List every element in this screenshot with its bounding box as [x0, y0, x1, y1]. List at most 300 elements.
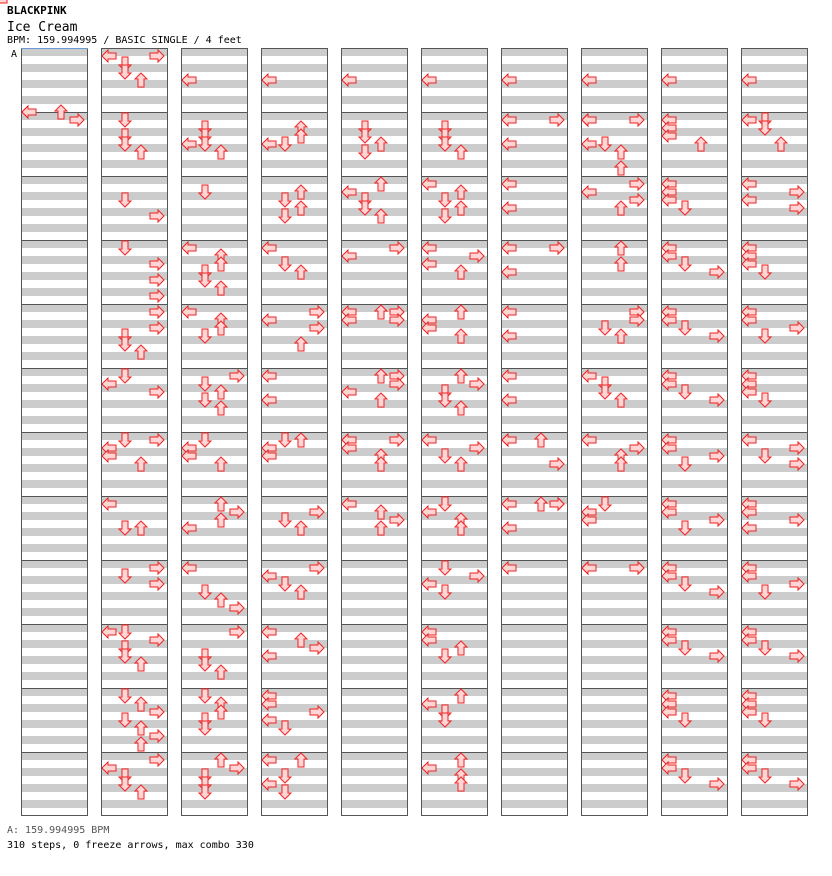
- beat-stripe: [341, 416, 408, 424]
- beat-stripe: [501, 160, 568, 168]
- beat-stripe: [341, 96, 408, 104]
- beat-stripe: [581, 464, 648, 472]
- beat-stripe: [421, 352, 488, 360]
- beat-stripe: [261, 224, 328, 232]
- beat-stripe: [21, 480, 88, 488]
- beat-stripe: [501, 768, 568, 776]
- step-stats: 310 steps, 0 freeze arrows, max combo 330: [7, 840, 254, 851]
- beat-stripe: [741, 336, 808, 344]
- chart-column: [181, 48, 248, 816]
- beat-stripe: [101, 176, 168, 184]
- beat-stripe: [501, 96, 568, 104]
- beat-stripe: [661, 160, 728, 168]
- beat-stripe: [101, 224, 168, 232]
- beat-stripe: [181, 288, 248, 296]
- beat-stripe: [421, 208, 488, 216]
- beat-stripe: [741, 544, 808, 552]
- beat-stripe: [581, 672, 648, 680]
- beat-stripe: [501, 736, 568, 744]
- beat-stripe: [741, 224, 808, 232]
- beat-stripe: [661, 544, 728, 552]
- beat-stripe: [181, 352, 248, 360]
- beat-stripe: [741, 592, 808, 600]
- beat-stripe: [21, 384, 88, 392]
- beat-stripe: [341, 48, 408, 56]
- beat-stripe: [21, 464, 88, 472]
- beat-stripe: [21, 720, 88, 728]
- beat-stripe: [421, 272, 488, 280]
- beat-stripe: [181, 176, 248, 184]
- beat-stripe: [581, 336, 648, 344]
- beat-stripe: [581, 640, 648, 648]
- beat-stripe: [741, 672, 808, 680]
- beat-stripe: [21, 48, 88, 56]
- beat-stripe: [181, 784, 248, 792]
- beat-stripe: [421, 560, 488, 568]
- beat-stripe: [261, 112, 328, 120]
- beat-stripe: [421, 48, 488, 56]
- beat-stripe: [101, 512, 168, 520]
- beat-stripe: [341, 576, 408, 584]
- beat-stripe: [341, 672, 408, 680]
- beat-stripe: [21, 352, 88, 360]
- beat-stripe: [101, 528, 168, 536]
- beat-stripe: [341, 688, 408, 696]
- beat-stripe: [421, 224, 488, 232]
- beat-stripe: [661, 528, 728, 536]
- beat-stripe: [21, 128, 88, 136]
- beat-stripe: [341, 400, 408, 408]
- beat-stripe: [21, 176, 88, 184]
- beat-stripe: [581, 48, 648, 56]
- beat-stripe: [101, 112, 168, 120]
- beat-stripe: [421, 288, 488, 296]
- beat-stripe: [261, 288, 328, 296]
- beat-stripe: [261, 352, 328, 360]
- beat-stripe: [341, 112, 408, 120]
- beat-stripe: [341, 784, 408, 792]
- beat-stripe: [341, 272, 408, 280]
- beat-stripe: [421, 160, 488, 168]
- beat-stripe: [21, 320, 88, 328]
- beat-stripe: [421, 608, 488, 616]
- beat-stripe: [21, 192, 88, 200]
- beat-stripe: [101, 608, 168, 616]
- beat-stripe: [501, 48, 568, 56]
- beat-stripe: [21, 288, 88, 296]
- beat-stripe: [741, 480, 808, 488]
- beat-stripe: [261, 608, 328, 616]
- beat-stripe: [341, 800, 408, 808]
- beat-stripe: [581, 736, 648, 744]
- beat-stripe: [21, 448, 88, 456]
- beat-stripe: [581, 656, 648, 664]
- undefined-arrow-icon: [0, 0, 7, 6]
- beat-stripe: [21, 64, 88, 72]
- beat-stripe: [101, 160, 168, 168]
- beat-stripe: [581, 688, 648, 696]
- beat-stripe: [101, 688, 168, 696]
- beat-stripe: [581, 544, 648, 552]
- beat-stripe: [341, 144, 408, 152]
- beat-stripe: [341, 128, 408, 136]
- beat-stripe: [581, 752, 648, 760]
- beat-stripe: [21, 768, 88, 776]
- beat-stripe: [21, 560, 88, 568]
- beat-stripe: [21, 304, 88, 312]
- beat-stripe: [581, 128, 648, 136]
- beat-stripe: [101, 80, 168, 88]
- beat-stripe: [261, 544, 328, 552]
- beat-stripe: [101, 400, 168, 408]
- beat-stripe: [741, 128, 808, 136]
- beat-stripe: [661, 352, 728, 360]
- beat-stripe: [741, 400, 808, 408]
- beat-stripe: [21, 496, 88, 504]
- beat-stripe: [21, 640, 88, 648]
- beat-stripe: [581, 352, 648, 360]
- beat-stripe: [421, 528, 488, 536]
- beat-stripe: [21, 240, 88, 248]
- beat-stripe: [501, 448, 568, 456]
- beat-stripe: [501, 656, 568, 664]
- beat-stripe: [741, 416, 808, 424]
- beat-stripe: [421, 464, 488, 472]
- beat-stripe: [661, 96, 728, 104]
- beat-stripe: [421, 672, 488, 680]
- beat-stripe: [21, 784, 88, 792]
- beat-stripe: [501, 608, 568, 616]
- beat-stripe: [421, 336, 488, 344]
- beat-stripe: [101, 592, 168, 600]
- beat-stripe: [181, 480, 248, 488]
- bpm-marker-label: A: [11, 49, 18, 60]
- beat-stripe: [21, 432, 88, 440]
- beat-stripe: [21, 400, 88, 408]
- beat-stripe: [501, 720, 568, 728]
- beat-stripe: [101, 192, 168, 200]
- artist-name: BLACKPINK: [7, 4, 67, 17]
- beat-stripe: [421, 496, 488, 504]
- beat-stripe: [181, 464, 248, 472]
- beat-stripe: [181, 272, 248, 280]
- beat-stripe: [501, 288, 568, 296]
- bpm-marker-line: [21, 48, 88, 49]
- beat-stripe: [181, 544, 248, 552]
- beat-stripe: [581, 272, 648, 280]
- beat-stripe: [581, 720, 648, 728]
- beat-stripe: [421, 720, 488, 728]
- beat-stripe: [341, 656, 408, 664]
- beat-stripe: [21, 528, 88, 536]
- beat-stripe: [21, 256, 88, 264]
- beat-stripe: [261, 736, 328, 744]
- beat-stripe: [661, 464, 728, 472]
- beat-stripe: [661, 608, 728, 616]
- beat-stripe: [261, 176, 328, 184]
- beat-stripe: [421, 736, 488, 744]
- beat-stripe: [21, 704, 88, 712]
- beat-stripe: [501, 592, 568, 600]
- beat-stripe: [261, 768, 328, 776]
- beat-stripe: [581, 528, 648, 536]
- beat-stripe: [21, 800, 88, 808]
- beat-stripe: [181, 672, 248, 680]
- beat-stripe: [741, 144, 808, 152]
- beat-stripe: [501, 544, 568, 552]
- beat-stripe: [421, 480, 488, 488]
- chart-column: [581, 48, 648, 816]
- beat-stripe: [661, 208, 728, 216]
- beat-stripe: [341, 464, 408, 472]
- beat-stripe: [581, 416, 648, 424]
- beat-stripe: [21, 512, 88, 520]
- beat-stripe: [341, 352, 408, 360]
- beat-stripe: [501, 192, 568, 200]
- beat-stripe: [261, 272, 328, 280]
- beat-stripe: [341, 288, 408, 296]
- beat-stripe: [101, 64, 168, 72]
- beat-stripe: [21, 224, 88, 232]
- beat-stripe: [181, 416, 248, 424]
- beat-stripe: [181, 656, 248, 664]
- beat-stripe: [661, 224, 728, 232]
- beat-stripe: [101, 672, 168, 680]
- beat-stripe: [501, 784, 568, 792]
- beat-stripe: [341, 544, 408, 552]
- chart-column: [21, 48, 88, 816]
- beat-stripe: [21, 416, 88, 424]
- beat-stripe: [341, 608, 408, 616]
- beat-stripe: [741, 352, 808, 360]
- beat-stripe: [501, 640, 568, 648]
- beat-stripe: [501, 64, 568, 72]
- beat-stripe: [341, 64, 408, 72]
- bpm-footer: A: 159.994995 BPM: [7, 825, 110, 836]
- beat-stripe: [21, 688, 88, 696]
- beat-stripe: [581, 224, 648, 232]
- beat-stripe: [581, 704, 648, 712]
- beat-stripe: [261, 800, 328, 808]
- beat-stripe: [421, 800, 488, 808]
- song-title: Ice Cream: [7, 20, 78, 35]
- beat-stripe: [341, 752, 408, 760]
- beat-stripe: [581, 64, 648, 72]
- beat-stripe: [341, 720, 408, 728]
- beat-stripe: [341, 736, 408, 744]
- beat-stripe: [421, 128, 488, 136]
- beat-stripe: [661, 480, 728, 488]
- beat-stripe: [421, 96, 488, 104]
- beat-stripe: [21, 144, 88, 152]
- beat-stripe: [261, 64, 328, 72]
- beat-stripe: [661, 416, 728, 424]
- beat-stripe: [421, 64, 488, 72]
- beat-stripe: [101, 368, 168, 376]
- beat-stripe: [21, 672, 88, 680]
- beat-stripe: [501, 352, 568, 360]
- beat-stripe: [501, 416, 568, 424]
- beat-stripe: [581, 768, 648, 776]
- beat-stripe: [181, 208, 248, 216]
- beat-stripe: [661, 800, 728, 808]
- beat-stripe: [661, 736, 728, 744]
- beat-stripe: [21, 80, 88, 88]
- beat-stripe: [341, 480, 408, 488]
- beat-stripe: [181, 48, 248, 56]
- beat-stripe: [261, 672, 328, 680]
- beat-stripe: [181, 112, 248, 120]
- beat-stripe: [21, 208, 88, 216]
- beat-stripe: [181, 576, 248, 584]
- beat-stripe: [341, 224, 408, 232]
- beat-stripe: [101, 240, 168, 248]
- beat-stripe: [581, 208, 648, 216]
- beat-stripe: [741, 272, 808, 280]
- chart-column: [501, 48, 568, 816]
- beat-stripe: [181, 128, 248, 136]
- beat-stripe: [101, 336, 168, 344]
- beat-stripe: [581, 576, 648, 584]
- beat-stripe: [181, 96, 248, 104]
- beat-stripe: [261, 208, 328, 216]
- beat-stripe: [501, 672, 568, 680]
- beat-stripe: [581, 784, 648, 792]
- beat-stripe: [581, 608, 648, 616]
- beat-stripe: [661, 672, 728, 680]
- beat-stripe: [21, 624, 88, 632]
- beat-stripe: [501, 256, 568, 264]
- beat-stripe: [101, 464, 168, 472]
- beat-stripe: [501, 320, 568, 328]
- beat-stripe: [21, 336, 88, 344]
- beat-stripe: [741, 736, 808, 744]
- beat-stripe: [661, 288, 728, 296]
- beat-stripe: [741, 800, 808, 808]
- beat-stripe: [341, 768, 408, 776]
- beat-stripe: [261, 528, 328, 536]
- beat-stripe: [501, 224, 568, 232]
- beat-stripe: [501, 384, 568, 392]
- beat-stripe: [341, 624, 408, 632]
- beat-stripe: [341, 336, 408, 344]
- beat-stripe: [181, 640, 248, 648]
- beat-stripe: [501, 688, 568, 696]
- beat-stripe: [181, 736, 248, 744]
- beat-stripe: [21, 576, 88, 584]
- beat-stripe: [261, 464, 328, 472]
- beat-stripe: [261, 48, 328, 56]
- beat-stripe: [21, 656, 88, 664]
- beat-stripe: [661, 720, 728, 728]
- beat-stripe: [341, 528, 408, 536]
- beat-stripe: [261, 256, 328, 264]
- beat-stripe: [21, 752, 88, 760]
- beat-stripe: [501, 480, 568, 488]
- beat-stripe: [101, 128, 168, 136]
- beat-stripe: [581, 496, 648, 504]
- beat-stripe: [261, 96, 328, 104]
- beat-stripe: [181, 192, 248, 200]
- beat-stripe: [261, 160, 328, 168]
- beat-stripe: [741, 96, 808, 104]
- beat-stripe: [181, 432, 248, 440]
- beat-stripe: [181, 800, 248, 808]
- beat-stripe: [581, 288, 648, 296]
- beat-stripe: [181, 720, 248, 728]
- beat-stripe: [581, 800, 648, 808]
- beat-stripe: [501, 512, 568, 520]
- beat-stripe: [181, 336, 248, 344]
- beat-stripe: [101, 352, 168, 360]
- beat-stripe: [661, 144, 728, 152]
- beat-stripe: [501, 752, 568, 760]
- beat-stripe: [261, 592, 328, 600]
- beat-stripe: [421, 592, 488, 600]
- beat-stripe: [661, 48, 728, 56]
- beat-stripe: [741, 720, 808, 728]
- beat-stripe: [661, 64, 728, 72]
- beat-stripe: [101, 416, 168, 424]
- beat-stripe: [501, 800, 568, 808]
- beat-stripe: [581, 480, 648, 488]
- beat-stripe: [21, 736, 88, 744]
- beat-stripe: [261, 192, 328, 200]
- beat-stripe: [261, 480, 328, 488]
- chart-column: [101, 48, 168, 816]
- beat-stripe: [741, 48, 808, 56]
- beat-stripe: [21, 608, 88, 616]
- beat-stripe: [501, 704, 568, 712]
- beat-stripe: [181, 688, 248, 696]
- beat-stripe: [421, 544, 488, 552]
- beat-stripe: [741, 160, 808, 168]
- beat-stripe: [101, 800, 168, 808]
- beat-stripe: [101, 544, 168, 552]
- beat-stripe: [501, 624, 568, 632]
- beat-stripe: [21, 96, 88, 104]
- beat-stripe: [501, 128, 568, 136]
- beat-stripe: [21, 544, 88, 552]
- beat-stripe: [421, 192, 488, 200]
- beat-stripe: [421, 656, 488, 664]
- beat-stripe: [21, 160, 88, 168]
- beat-stripe: [341, 160, 408, 168]
- beat-stripe: [261, 496, 328, 504]
- beat-stripe: [581, 592, 648, 600]
- beat-stripe: [101, 96, 168, 104]
- beat-stripe: [741, 608, 808, 616]
- beat-stripe: [21, 368, 88, 376]
- beat-stripe: [581, 624, 648, 632]
- beat-stripe: [181, 64, 248, 72]
- chart-meta: BPM: 159.994995 / BASIC SINGLE / 4 feet: [7, 35, 242, 46]
- beat-stripe: [341, 704, 408, 712]
- beat-stripe: [421, 112, 488, 120]
- beat-stripe: [341, 640, 408, 648]
- beat-stripe: [501, 576, 568, 584]
- beat-stripe: [421, 416, 488, 424]
- beat-stripe: [21, 592, 88, 600]
- beat-stripe: [341, 592, 408, 600]
- beat-stripe: [181, 224, 248, 232]
- beat-stripe: [261, 416, 328, 424]
- chart-column: [341, 48, 408, 816]
- beat-stripe: [581, 400, 648, 408]
- beat-stripe: [741, 288, 808, 296]
- beat-stripe: [741, 64, 808, 72]
- beat-stripe: [21, 272, 88, 280]
